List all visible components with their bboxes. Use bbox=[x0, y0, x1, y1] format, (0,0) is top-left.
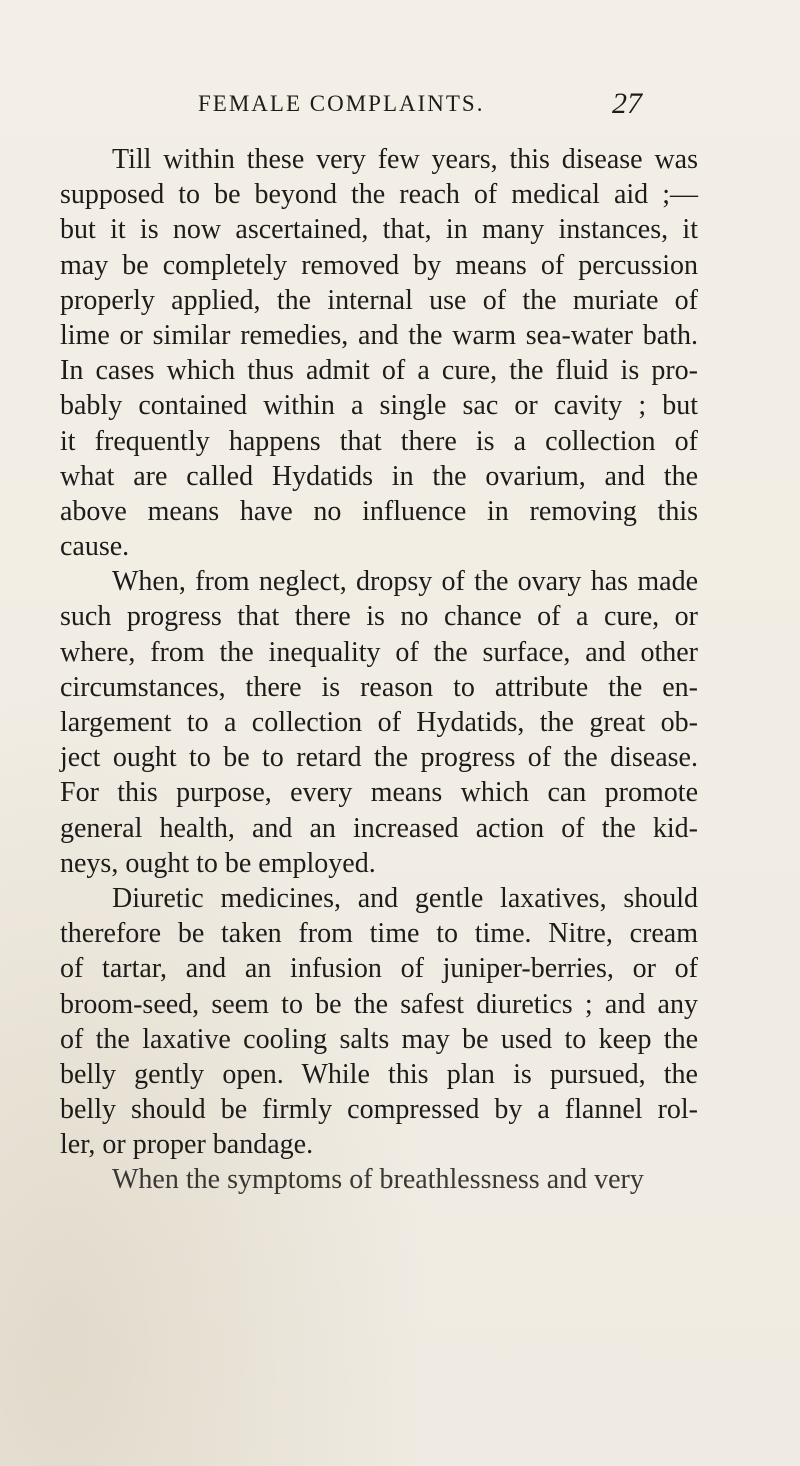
text-line: it frequently happens that there is a collection of bbox=[60, 425, 698, 457]
text-line: properly applied, the internal use of the muriate of bbox=[60, 284, 698, 316]
text-line: therefore be taken from time to time. Nitre, cream bbox=[60, 918, 698, 950]
text-line: bably contained within a single sac or cavity ; but bbox=[60, 390, 698, 422]
text-line: what are called Hydatids in the ovarium, and the bbox=[60, 460, 698, 492]
text-line: circumstances, there is reason to attribute the en- bbox=[60, 671, 698, 703]
text-line: may be completely removed by means of percussion bbox=[60, 249, 698, 281]
text-line: ler, or proper bandage. bbox=[60, 1129, 314, 1161]
page-number: 27 bbox=[612, 87, 642, 120]
text-line: but it is now ascertained, that, in many instances, it bbox=[60, 214, 698, 246]
text-line: neys, ought to be employed. bbox=[60, 847, 376, 879]
text-line: cause. bbox=[60, 531, 130, 563]
text-line: general health, and an increased action of the kid- bbox=[60, 812, 698, 844]
running-head-title: FEMALE COMPLAINTS. bbox=[198, 91, 485, 116]
text-line: where, from the inequality of the surface, and other bbox=[60, 636, 698, 668]
text-line: of tartar, and an infusion of juniper-berries, or of bbox=[60, 953, 698, 985]
text-line: broom-seed, seem to be the safest diuretics ; and any bbox=[60, 988, 698, 1020]
text-line: of the laxative cooling salts may be used to keep the bbox=[60, 1023, 698, 1055]
text-line: Till within these very few years, this disease was bbox=[112, 144, 698, 175]
text-line: belly should be firmly compressed by a flannel rol- bbox=[60, 1094, 698, 1126]
running-head bbox=[0, 84, 800, 124]
text-line: Diuretic medicines, and gentle laxatives, should bbox=[112, 882, 698, 914]
text-line: such progress that there is no chance of a cure, or bbox=[60, 601, 698, 633]
text-line: above means have no influence in removing this bbox=[60, 495, 698, 527]
text-line: supposed to be beyond the reach of medical aid ;— bbox=[60, 179, 698, 211]
text-line: largement to a collection of Hydatids, the great ob- bbox=[60, 707, 698, 738]
body-text bbox=[60, 142, 698, 1198]
text-line: ject ought to be to retard the progress of the disease. bbox=[60, 742, 698, 774]
text-line: belly gently open. While this plan is pursued, the bbox=[60, 1058, 698, 1090]
text-line: lime or similar remedies, and the warm sea-water bath. bbox=[60, 319, 698, 351]
text-line: For this purpose, every means which can promote bbox=[60, 777, 698, 809]
text-line: In cases which thus admit of a cure, the fluid is pro- bbox=[60, 355, 698, 387]
text-line: When the symptoms of breathlessness and very bbox=[112, 1164, 644, 1196]
text-line: When, from neglect, dropsy of the ovary has made bbox=[112, 566, 698, 598]
